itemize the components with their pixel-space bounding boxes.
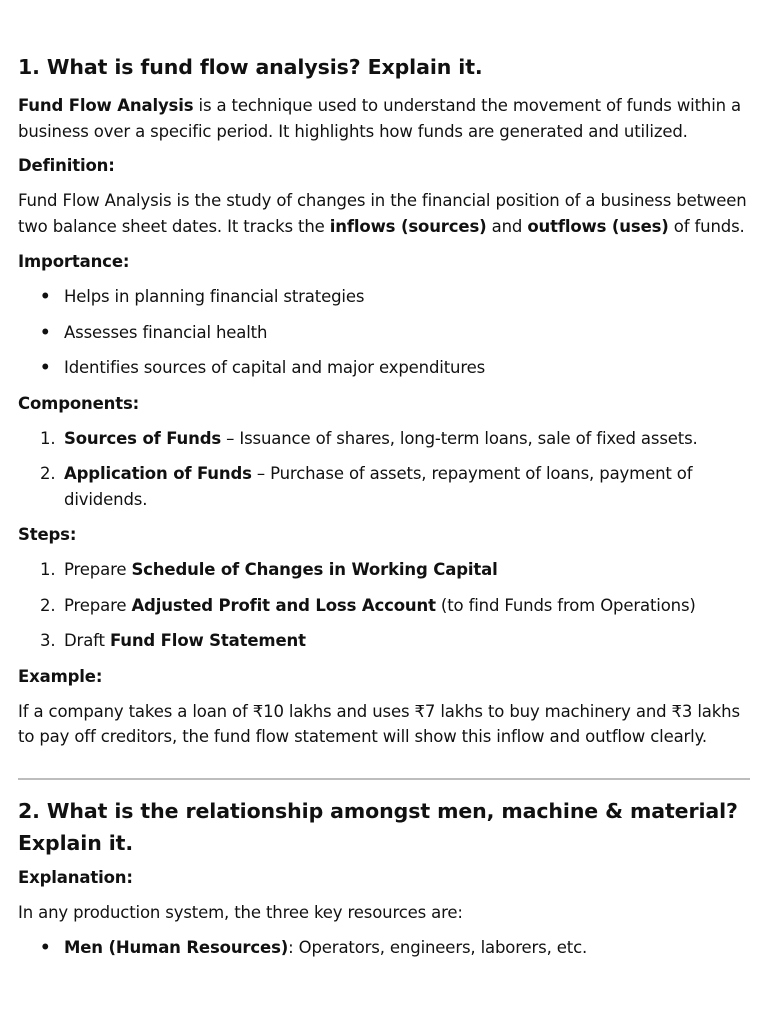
list-item: [18, 593, 750, 619]
intro-paragraph: [18, 93, 750, 144]
step-term: Adjusted Profit and Loss Account: [131, 595, 436, 615]
definition-text-1: Fund Flow Analysis is the study of changes in the financial position of a business between two balance sheet dates. It tracks the: [18, 191, 747, 236]
list-item: [18, 461, 750, 512]
question-2-heading: 2. What is the relationship amongst men, machine & material? Explain it.: [18, 798, 738, 855]
steps-label: Steps:: [18, 525, 77, 544]
list-number: 1.: [40, 560, 56, 579]
list-item: [18, 320, 750, 346]
definition-text-3: of funds.: [668, 216, 745, 236]
components-list: [18, 426, 750, 513]
resource-text: : Operators, engineers, laborers, etc.: [288, 938, 588, 957]
explanation-paragraph: In any production system, the three key resources are:: [18, 902, 463, 922]
bullet-icon: •: [40, 287, 51, 306]
list-number: 2.: [40, 595, 56, 615]
definition-inflows: inflows (sources): [329, 216, 487, 236]
list-item: [18, 628, 750, 654]
steps-list: [18, 557, 750, 654]
definition-paragraph: [18, 188, 750, 239]
importance-list: [18, 284, 750, 381]
list-number: 2.: [40, 464, 56, 483]
step-text: Prepare: [64, 560, 132, 579]
intro-term: Fund Flow Analysis: [18, 96, 194, 115]
list-number: 3.: [40, 631, 56, 650]
step-text: Prepare: [64, 595, 132, 615]
definition-text-2: and: [486, 216, 528, 236]
list-number: 1.: [40, 428, 56, 448]
list-item-text: Helps in planning financial strategies: [64, 287, 365, 306]
step-term: Fund Flow Statement: [109, 631, 306, 650]
list-item: [18, 284, 750, 310]
question-1-heading: 1. What is fund flow analysis? Explain it.: [18, 55, 483, 79]
definition-label: Definition:: [18, 156, 115, 175]
step-text: (to find Funds from Operations): [435, 595, 696, 615]
list-item: [18, 557, 750, 583]
intro-text: is a technique used to understand the movement of funds within a business over a specific period. It highlights how funds are generated and utilized.: [18, 96, 742, 141]
step-term: Schedule of Changes in Working Capital: [131, 560, 498, 579]
importance-label: Importance:: [18, 252, 130, 271]
list-item: [18, 426, 750, 452]
bullet-icon: •: [40, 322, 51, 342]
example-label: Example:: [18, 666, 103, 686]
example-paragraph: If a company takes a loan of ₹10 lakhs and uses ₹7 lakhs to buy machinery and ₹3 lakhs to pay off creditors, the fund flow statement will show this inflow and outflow clearly.: [18, 701, 740, 746]
bullet-icon: •: [40, 358, 51, 377]
list-item-text: Identifies sources of capital and major expenditures: [64, 358, 486, 377]
resource-term: Men (Human Resources): [64, 938, 289, 957]
component-text: – Purchase of assets, repayment of loans, payment of dividends.: [64, 464, 693, 509]
resources-list: [18, 935, 750, 961]
component-term: Sources of Funds: [64, 428, 222, 448]
component-term: Application of Funds: [64, 464, 252, 483]
step-text: Draft: [64, 631, 110, 650]
list-item: [18, 355, 750, 381]
components-label: Components:: [18, 393, 140, 413]
component-text: – Issuance of shares, long-term loans, sale of fixed assets.: [221, 428, 698, 448]
definition-outflows: outflows (uses): [527, 216, 669, 236]
list-item-text: Assesses financial health: [64, 322, 268, 342]
explanation-label: Explanation:: [18, 867, 133, 887]
bullet-icon: •: [40, 938, 51, 957]
list-item: [18, 935, 750, 961]
